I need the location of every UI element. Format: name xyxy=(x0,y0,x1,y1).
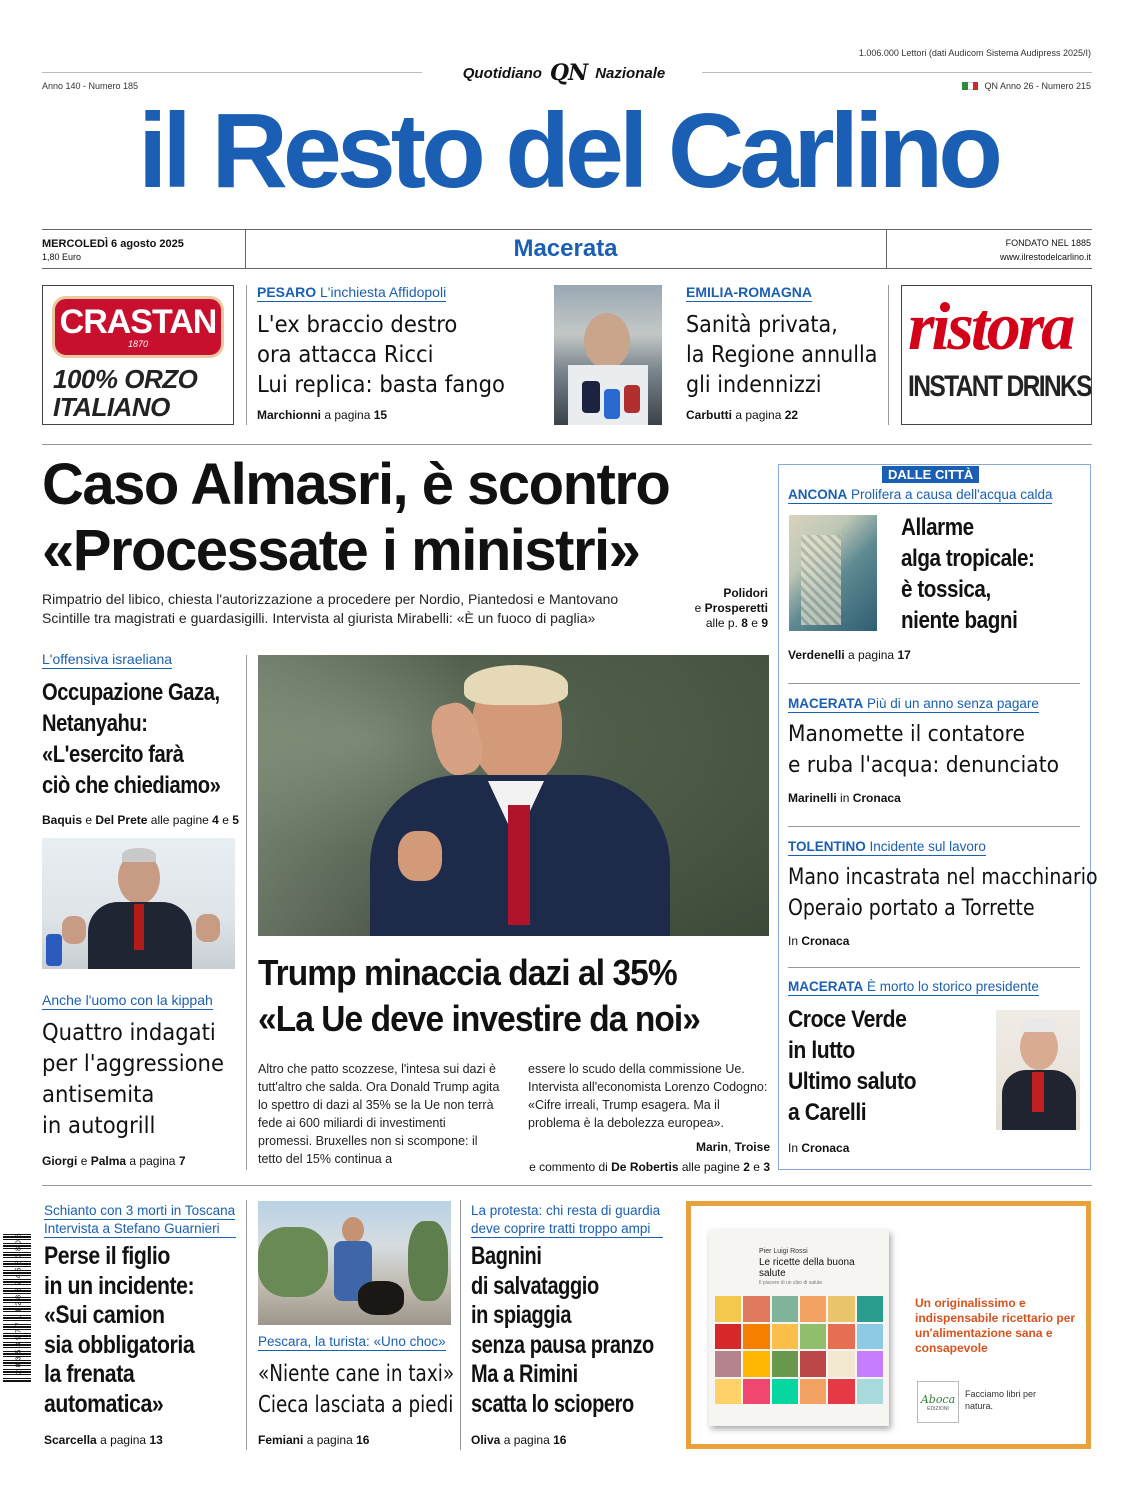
price: 1,80 Euro xyxy=(42,252,82,262)
story-headline: Perse il figlio in un incidente: «Sui camion sia obbligatoria la frenata automatica» xyxy=(44,1242,195,1418)
story-cane-taxi[interactable] xyxy=(258,1333,463,1453)
story-headline: Allarme alga tropicale: è tossica, niente bagni xyxy=(901,514,1035,634)
story-kicker-line1: Schianto con 3 morti in Toscana xyxy=(44,1203,236,1218)
story-gaza[interactable] xyxy=(42,651,242,831)
lead-byline: Polidori e Prosperetti alle p. 8 e 9 xyxy=(694,586,768,630)
story-bagnini[interactable] xyxy=(471,1202,671,1452)
story-kicker: Anche l'uomo con la kippah xyxy=(42,992,213,1008)
story-headline: Mano incastrata nel macchinario Operaio portato a Torrette xyxy=(788,865,1098,921)
publication-date: MERCOLEDÌ 6 agosto 2025 xyxy=(42,238,184,250)
qn-strip xyxy=(430,60,698,86)
story-byline: In Cronaca xyxy=(788,934,850,948)
book-food-grid xyxy=(715,1296,883,1404)
crastan-logo: CRASTAN 1870 xyxy=(52,296,224,358)
story-kicker: ANCONA Prolifera a causa dell'acqua calda xyxy=(788,487,1053,502)
qn-right-label: Nazionale xyxy=(595,64,666,82)
story-headline: Bagnini di salvataggio in spiaggia senza pausa pranzo Ma a Rimini scatta lo sciopero xyxy=(471,1242,654,1418)
crastan-ad[interactable] xyxy=(42,285,234,425)
sidebar-story-croce-verde[interactable] xyxy=(788,978,1084,1163)
story-kicker: PESARO L'inchiesta Affidopoli xyxy=(257,284,447,300)
lead-summary: Rimpatrio del libico, chiesta l'autorizzazione a procedere per Nordio, Piantedosi e Mantovano Scintille tra magistrati e guardasigilli. Intervista al giurista Mirabelli: «È un fuoco di paglia» xyxy=(42,591,619,626)
lead-story[interactable] xyxy=(42,452,772,642)
barcode-digits: 2 8 3 5 3 9 7 7 1 1 2 8 6 7 4 5 8 0 8 0 6 xyxy=(15,1232,23,1375)
story-byline: Femiani a pagina 16 xyxy=(258,1433,370,1447)
story-pesaro[interactable] xyxy=(257,284,547,426)
website: www.ilrestodelcarlino.it xyxy=(999,252,1091,262)
story-headline: Croce Verde in lutto Ultimo saluto a Carelli xyxy=(788,1006,917,1126)
photo-beach-algae xyxy=(789,515,877,631)
ristora-logo: ristora xyxy=(908,288,1073,364)
aboca-logo: Aboca EDIZIONI xyxy=(917,1381,959,1423)
story-kicker: MACERATA Più di un anno senza pagare xyxy=(788,696,1039,711)
photo-trump xyxy=(258,655,769,936)
story-kicker: L'offensiva israeliana xyxy=(42,651,173,667)
sidebar-label: DALLE CITTÀ xyxy=(882,466,979,483)
aboca-book-ad[interactable] xyxy=(686,1201,1091,1449)
ristora-subtitle: INSTANT DRINKS xyxy=(908,370,1091,403)
story-kicker: EMILIA-ROMAGNA xyxy=(686,284,812,300)
book-title: Le ricette della buona salute xyxy=(759,1257,855,1279)
story-headline: Manomette il contatore e ruba l'acqua: denunciato xyxy=(788,722,1060,778)
body-column-1: Altro che patto scozzese, l'intesa sui dazi è tutt'altro che salda. Ora Donald Trump agita lo spettro di dazi al 35% se la Ue non terrà fede ai 600 miliardi di investimenti promessi. Bruxelles non si scompone: il tetto del 15% continua a xyxy=(258,1062,500,1166)
story-byline: Marchionni a pagina 15 xyxy=(257,408,388,422)
story-kicker: Pescara, la turista: «Uno choc» xyxy=(258,1334,446,1349)
qn-left-label: Quotidiano xyxy=(462,64,542,82)
story-headline: Trump minaccia dazi al 35% «La Ue deve investire da noi» xyxy=(258,952,700,1039)
story-kicker-line2: deve coprire tratti troppo ampi xyxy=(471,1220,663,1238)
qn-logo: QN xyxy=(549,60,588,86)
story-headline: Occupazione Gaza, Netanyahu: «L'esercito farà ciò che chiediamo» xyxy=(42,679,221,799)
issue-number-right: QN Anno 26 - Numero 215 xyxy=(962,81,1091,91)
crastan-slogan-line2: ITALIANO xyxy=(53,392,170,422)
story-kippah[interactable] xyxy=(42,992,242,1172)
story-byline: Carbutti a pagina 22 xyxy=(686,408,799,422)
readers-count: 1.006.000 Lettori (dati Audicom Sistema Audipress 2025/I) xyxy=(858,48,1091,58)
story-frenata-automatica[interactable] xyxy=(44,1202,240,1452)
aboca-tagline: Facciamo libri per natura. xyxy=(965,1389,1037,1411)
edition-name: Macerata xyxy=(513,235,618,262)
newspaper-title: il Resto del Carlino xyxy=(137,92,999,210)
story-body xyxy=(258,1060,770,1176)
book-author: Pier Luigi Rossi xyxy=(759,1248,808,1255)
story-trump[interactable] xyxy=(258,950,770,1174)
book-subtitle: Il piacere di un cibo di salute xyxy=(759,1280,823,1286)
crastan-slogan-line1: 100% ORZO xyxy=(53,364,198,394)
story-kicker-line1: La protesta: chi resta di guardia xyxy=(471,1203,661,1218)
story-emilia-romagna[interactable] xyxy=(686,284,886,426)
story-byline: Oliva a pagina 16 xyxy=(471,1433,567,1447)
ristora-ad[interactable] xyxy=(901,285,1092,425)
book-pitch: Un originalissimo e indispensabile ricettario per un'alimentazione sana e consapevole xyxy=(915,1296,1076,1355)
photo-carelli xyxy=(996,1010,1080,1130)
sidebar-story-tolentino[interactable] xyxy=(788,838,1098,958)
photo-netanyahu xyxy=(42,838,235,969)
story-byline: Scarcella a pagina 13 xyxy=(44,1433,163,1447)
sidebar-story-ancona[interactable] xyxy=(788,486,1084,666)
story-kicker: MACERATA È morto lo storico presidente xyxy=(788,979,1039,994)
story-byline: Marinelli in Cronaca xyxy=(788,791,901,805)
story-headline: Sanità privata, la Regione annulla gli indennizzi xyxy=(686,312,878,398)
sidebar-story-macerata-contatore[interactable] xyxy=(788,695,1084,815)
story-byline: Giorgi e Palma a pagina 7 xyxy=(42,1154,186,1168)
issue-number-left: Anno 140 - Numero 185 xyxy=(42,81,139,91)
book-cover xyxy=(709,1230,889,1426)
story-kicker: TOLENTINO Incidente sul lavoro xyxy=(788,839,986,854)
story-byline: Verdenelli a pagina 17 xyxy=(788,648,911,662)
story-kicker-line2: Intervista a Stefano Guarnieri xyxy=(44,1220,236,1238)
story-headline: «Niente cane in taxi» Cieca lasciata a piedi xyxy=(258,1361,455,1418)
lead-headline: Caso Almasri, è scontro «Processate i ministri» xyxy=(42,452,670,583)
photo-blind-tourist-dog xyxy=(258,1201,451,1325)
story-headline: Quattro indagati per l'aggressione antisemita in autogrill xyxy=(42,1020,224,1139)
photo-press-microphones xyxy=(554,285,662,425)
story-headline: L'ex braccio destro ora attacca Ricci Lui replica: basta fango xyxy=(257,312,505,398)
founded-label: FONDATO NEL 1885 xyxy=(1005,238,1091,248)
story-byline: Baquis e Del Prete alle pagine 4 e 5 xyxy=(42,813,239,827)
story-byline: In Cronaca xyxy=(788,1141,850,1155)
body-column-2: essere lo scudo della commissione Ue. Intervista all'economista Lorenzo Codogno: «Cifre irreali, Trump esagera. Ma il problema è la debolezza europea». Marin, Troise e commento di De Robertis alle pagine 2 e 3 xyxy=(528,1062,770,1174)
